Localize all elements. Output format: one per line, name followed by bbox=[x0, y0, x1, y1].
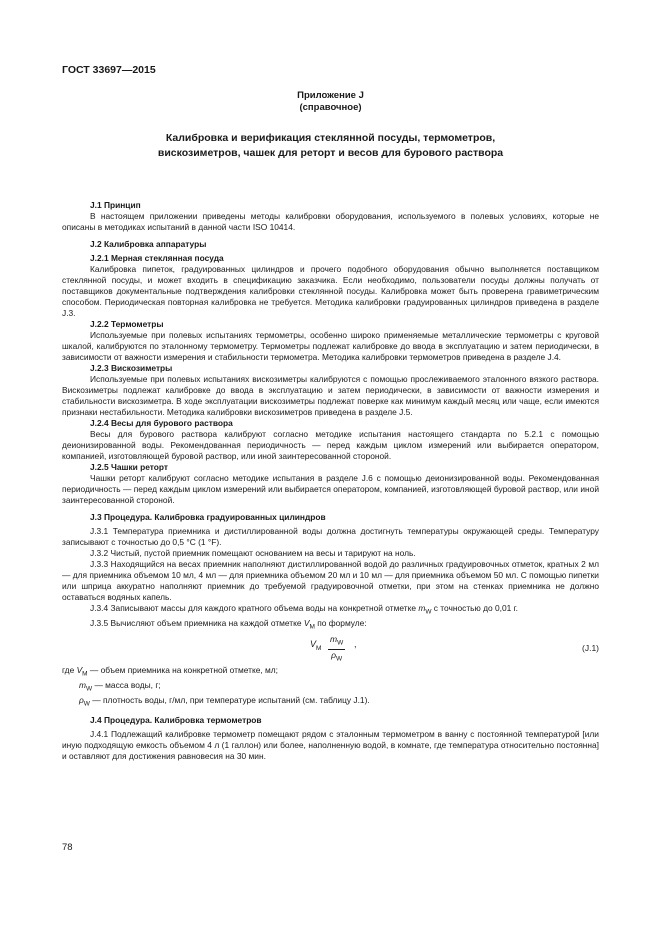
section-j2-3-text: Используемые при полевых испытаниях вискозиметры калибруются с помощью прослеживаемого эталонного вязкого раствора. Вискозиметры подлежат калибровке до ввода в эксплуатацию и затем периодически, в зависимости от важности измерения и стабильности вискозиметра. В ходе эксплуатации вискозиметры подлежат поверке как минимум каждый месяц или чаще, если имеются признаки нестабильности. Методика калибровки вискозиметров приведена в разделе J.5. bbox=[62, 374, 599, 417]
formula-num-sub: W bbox=[337, 640, 344, 648]
section-j2-4-text: Весы для бурового раствора калибруют согласно методике испытания настоящего стандарта по 5.2.1 с помощью деионизированной воды. Рекомендованная периодичность — перед каждым циклом измерений или выбирается оператором, компанией, изготовляющей буровой раствор, или иной заинтересованной стороной. bbox=[62, 429, 599, 461]
definition-vm bbox=[62, 665, 599, 680]
j3-5-text-b: по формуле: bbox=[314, 617, 367, 628]
def-mw-symbol: m bbox=[79, 680, 86, 691]
def-mw-text: — масса воды, г; bbox=[92, 680, 161, 691]
section-j3-heading: J.3 Процедура. Калибровка градуированных цилиндров bbox=[90, 512, 326, 522]
formula-den-symbol: ρ bbox=[331, 650, 336, 661]
section-j2-5-heading: J.2.5 Чашки реторт bbox=[90, 462, 169, 472]
definition-rhow bbox=[62, 695, 599, 710]
formula-lhs-symbol: V bbox=[310, 639, 317, 650]
section-j3-4-text bbox=[62, 603, 599, 618]
formula-j1 bbox=[62, 635, 599, 665]
section-j2-4-heading: J.2.4 Весы для бурового раствора bbox=[90, 418, 233, 428]
def-rhow-text: — плотность воды, г/мл, при температуре испытаний (см. таблицу J.1). bbox=[89, 694, 370, 705]
formula-lhs-sub: M bbox=[316, 645, 322, 653]
def-rhow-symbol: ρ bbox=[79, 694, 84, 705]
appendix-title bbox=[62, 131, 599, 161]
document-body bbox=[62, 200, 599, 762]
section-j4-1-text: J.4.1 Подлежащий калибровке термометр помещают рядом с эталонным термометром в ванну с постоянной температурой [или иную подходящую емкость объемом 4 л (1 галлон) или более, наполненную водой, в комнате, где температура относительно постоянна] и оставляют для достижения равновесия на 30 мин. bbox=[62, 729, 599, 762]
page-number: 78 bbox=[62, 842, 73, 853]
def-vm-sub: M bbox=[82, 671, 88, 679]
definition-mw bbox=[62, 680, 599, 695]
symbol-m: m bbox=[418, 603, 426, 613]
def-vm-text: — объем приемника на конкретной отметке, мл; bbox=[87, 665, 278, 676]
j3-4-text-a: J.3.4 Записывают массы для каждого кратного объема воды на конкретной отметке bbox=[90, 603, 419, 613]
standard-header: ГОСТ 33697—2015 bbox=[62, 64, 156, 76]
section-j2-1-heading: J.2.1 Мерная стеклянная посуда bbox=[90, 253, 224, 263]
section-j3-3-text: J.3.3 Находящийся на весах приемник наполняют дистиллированной водой до различных градуировочных отметок, кратных 2 мл — для приемника объемом 10 мл, 4 мл — для приемника объемом 20 мл и 10 мл — для приемника объемом 50 мл. С помощью пипетки или шприца аккуратно наполняют приемник до требуемой градуировочной отметки, при этом на стенках приемника не должно оставаться водяных капель. bbox=[62, 559, 599, 602]
formula-num-symbol: m bbox=[330, 634, 338, 645]
symbol-v: V bbox=[303, 617, 310, 628]
section-j3-1-text: J.3.1 Температура приемника и дистиллированной воды должна достигнуть температуры окружающей среды. Температуру записывают с точностью до 0,5 °С (1 °F). bbox=[62, 526, 599, 547]
formula-number: (J.1) bbox=[582, 643, 599, 654]
appendix-label: Приложение J bbox=[297, 90, 364, 101]
formula-numerator bbox=[328, 634, 345, 650]
section-j2-2-text: Используемые при полевых испытаниях термометры, особенно широко применяемые металлические термометры с круговой шкалой, калибруются по эталонному термометру. Термометры подлежат калибровке до ввода в эксплуатацию и затем периодически, в зависимости от важности измерения и стабильности термометра. Методика калибровки термометров приведена в разделе J.4. bbox=[62, 330, 599, 362]
formula-den-sub: W bbox=[335, 655, 343, 663]
formula-comma: , bbox=[354, 639, 357, 650]
j3-5-text-a: J.3.5 Вычисляют объем приемника на каждой отметке bbox=[90, 617, 304, 628]
title-line-2: вискозиметров, чашек для реторт и весов для бурового раствора bbox=[157, 147, 504, 159]
def-rhow-sub: W bbox=[83, 700, 90, 708]
def-vm-symbol: V bbox=[76, 665, 83, 676]
section-j2-5-text: Чашки реторт калибруют согласно методике испытания в разделе J.6 с помощью деионизированной воды. Рекомендованная периодичность — перед каждым циклом измерений или выбирается оператором, компанией, изготовляющей буровой раствор, или иной заинтересованной стороной. bbox=[62, 473, 599, 505]
title-line-1: Калибровка и верификация стеклянной посуды, термометров, bbox=[165, 132, 496, 144]
section-j2-heading: J.2 Калибровка аппаратуры bbox=[90, 239, 207, 249]
section-j1-heading: J.1 Принцип bbox=[90, 200, 141, 210]
j3-4-text-b: с точностью до 0,01 г. bbox=[431, 603, 519, 613]
section-j3-5-text bbox=[62, 618, 599, 633]
section-j3-2-text: J.3.2 Чистый, пустой приемник помещают основанием на весы и тарируют на ноль. bbox=[90, 548, 416, 558]
section-j2-2-heading: J.2.2 Термометры bbox=[90, 319, 164, 329]
section-j2-1-text: Калибровка пипеток, градуированных цилиндров и прочего подобного оборудования обычно выполняется поставщиком стеклянной посуды, и может входить в спецификацию заказчика. Если необходимо, пользователи посуды должны получать от поставщиков документальные подтверждения калибровки стеклянной посуды. Калибровка может быть проверена гравиметрическим способом. Периодическая повторная калибровка не требуется. Методика калибровки градуированных цилиндров приведена в разделе J.3. bbox=[62, 264, 599, 318]
where-label: где bbox=[62, 665, 77, 676]
symbol-v-sub: M bbox=[309, 623, 315, 631]
section-j2-3-heading: J.2.3 Вискозиметры bbox=[90, 363, 173, 373]
formula-fraction bbox=[328, 634, 345, 664]
section-j1-text: В настоящем приложении приведены методы калибровки оборудования, используемого в полевых условиях, которые не описаны в методиках испытаний в данной части ISO 10414. bbox=[62, 211, 599, 232]
formula-lhs bbox=[310, 639, 321, 654]
symbol-m-sub: W bbox=[425, 608, 432, 616]
section-j4-heading: J.4 Процедура. Калибровка термометров bbox=[90, 715, 262, 726]
def-mw-sub: W bbox=[85, 685, 93, 693]
appendix-status: (справочное) bbox=[299, 102, 362, 113]
formula-denominator bbox=[328, 650, 345, 665]
